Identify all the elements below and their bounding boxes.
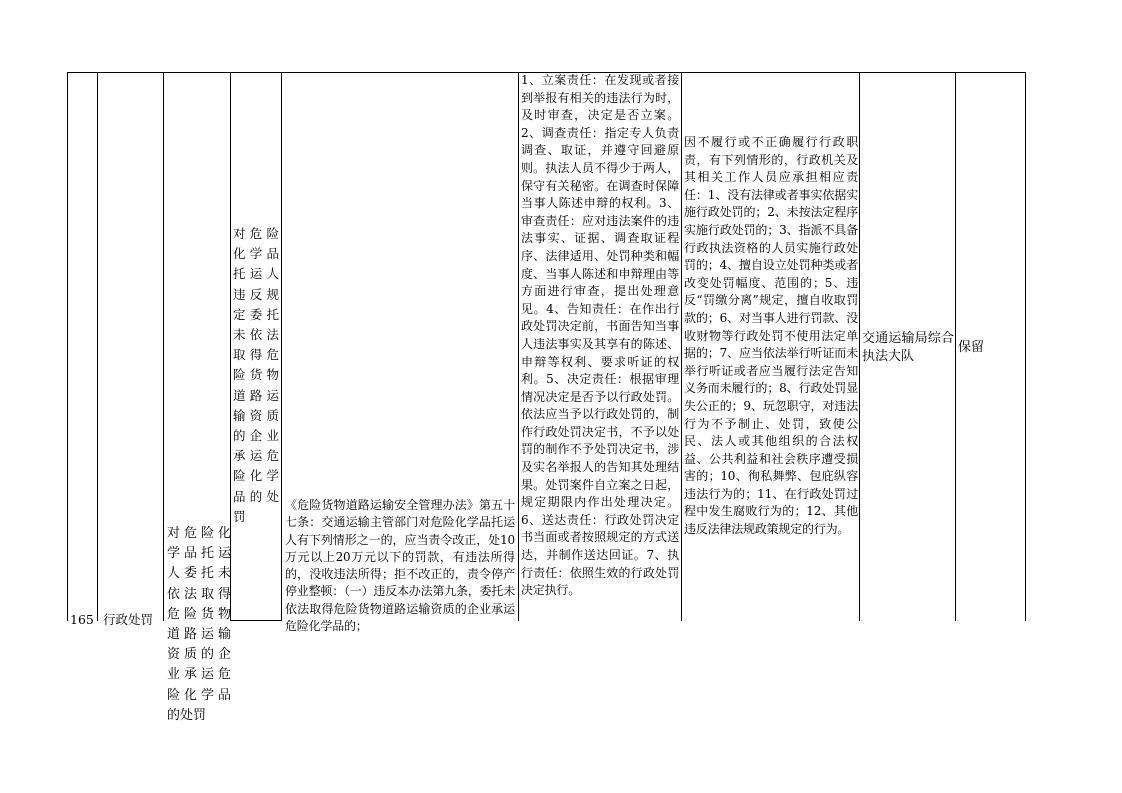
sub-item-cell: 对危险化学品托运人违反规定委托未依法取得危险货物道路运输资质的企业承运危险化学品的处罚 xyxy=(233,226,279,524)
column-border xyxy=(955,72,956,621)
column-border xyxy=(97,72,98,621)
liability-cell: 因不履行或不正确履行行政职责，有下列情形的，行政机关及其相关工作人员应承担相应责任：1、没有法律或者事实依据实施行政处罚的；2、未按法定程序实施行政处罚的；3、指派不具备行政执法资格的人员实施行政处罚的；4、擅自设立处罚种类或者改变处罚幅度、范围的；5、违反“罚缴分离”规定，擅自收取罚款的；6、对当事人进行罚款、没收财物等行政处罚不使用法定单据的；7、应当依法举行听证而未举行听证或者应当履行法定告知义务而未履行的；8、行政处罚显失公正的；9、玩忽职守，对违法行为不予制止、处罚，致使公民、法人或其他组织的合法权益、公共利益和社会秩序遭受损害的；10、徇私舞弊、包庇纵容违法行为的；11、在行政处罚过程中发生腐败行为的；12、其他违反法律法规政策规定的行为。 xyxy=(684,135,858,537)
column-border xyxy=(1025,72,1026,621)
column-border xyxy=(67,72,68,621)
sequence-number: 165 xyxy=(70,612,94,627)
category-cell: 行政处罚 xyxy=(103,612,154,627)
legal-basis-cell: 《危险货物道路运输安全管理办法》第五十七条：交通运输主管部门对危险化学品托运人有下列情形之一的，应当责令改正，处10万元以上20万元以下的罚款，有违法所得的，没收违法所得；拒不改正的，责令停产停业整顿：（一）违反本办法第九条，委托未依法取得危险货物道路运输资质的企业承运危险化学品的； xyxy=(285,498,516,634)
duties-cell: 1、立案责任：在发现或者接到举报有相关的违法行为时，及时审查，决定是否立案。2、调查责任：指定专人负责调查、取证，并遵守回避原则。执法人员不得少于两人，保守有关秘密。在调查时保障当事人陈述申辩的权利。3、审查责任：应对违法案件的违法事实、证据、调查取证程序、法律适用、处罚种类和幅度、当事人陈述和申辩理由等方面进行审查，提出处理意见。4、告知责任：在作出行政处罚决定前，书面告知当事人违法事实及其享有的陈述、申辩等权利、要求听证的权利。5、决定责任：根据审理情况决定是否予以行政处罚。依法应当予以行政处罚的，制作行政处罚决定书，不予以处罚的制作不予处罚决定书，涉及实名举报人的告知其处理结果。处罚案件自立案之日起，规定期限内作出处理决定。6、送达责任：行政处罚决定书当面或者按照规定的方式送达，并制作送达回证。7、执行责任：依照生效的行政处罚决定执行。 xyxy=(521,73,679,598)
status-cell: 保留 xyxy=(958,340,985,355)
column-border xyxy=(518,72,519,621)
item-name-cell: 对危险化学品托运人委托未依法取得危险货物道路运输资质的企业承运危险化学品的处罚 xyxy=(167,526,231,723)
table-row xyxy=(67,72,1026,723)
department-cell: 交通运输局综合执法大队 xyxy=(862,331,954,364)
column-border xyxy=(859,72,860,621)
column-border xyxy=(163,72,164,621)
column-border xyxy=(281,72,282,621)
column-border xyxy=(681,72,682,621)
sub-item-bottom-border xyxy=(230,620,282,621)
